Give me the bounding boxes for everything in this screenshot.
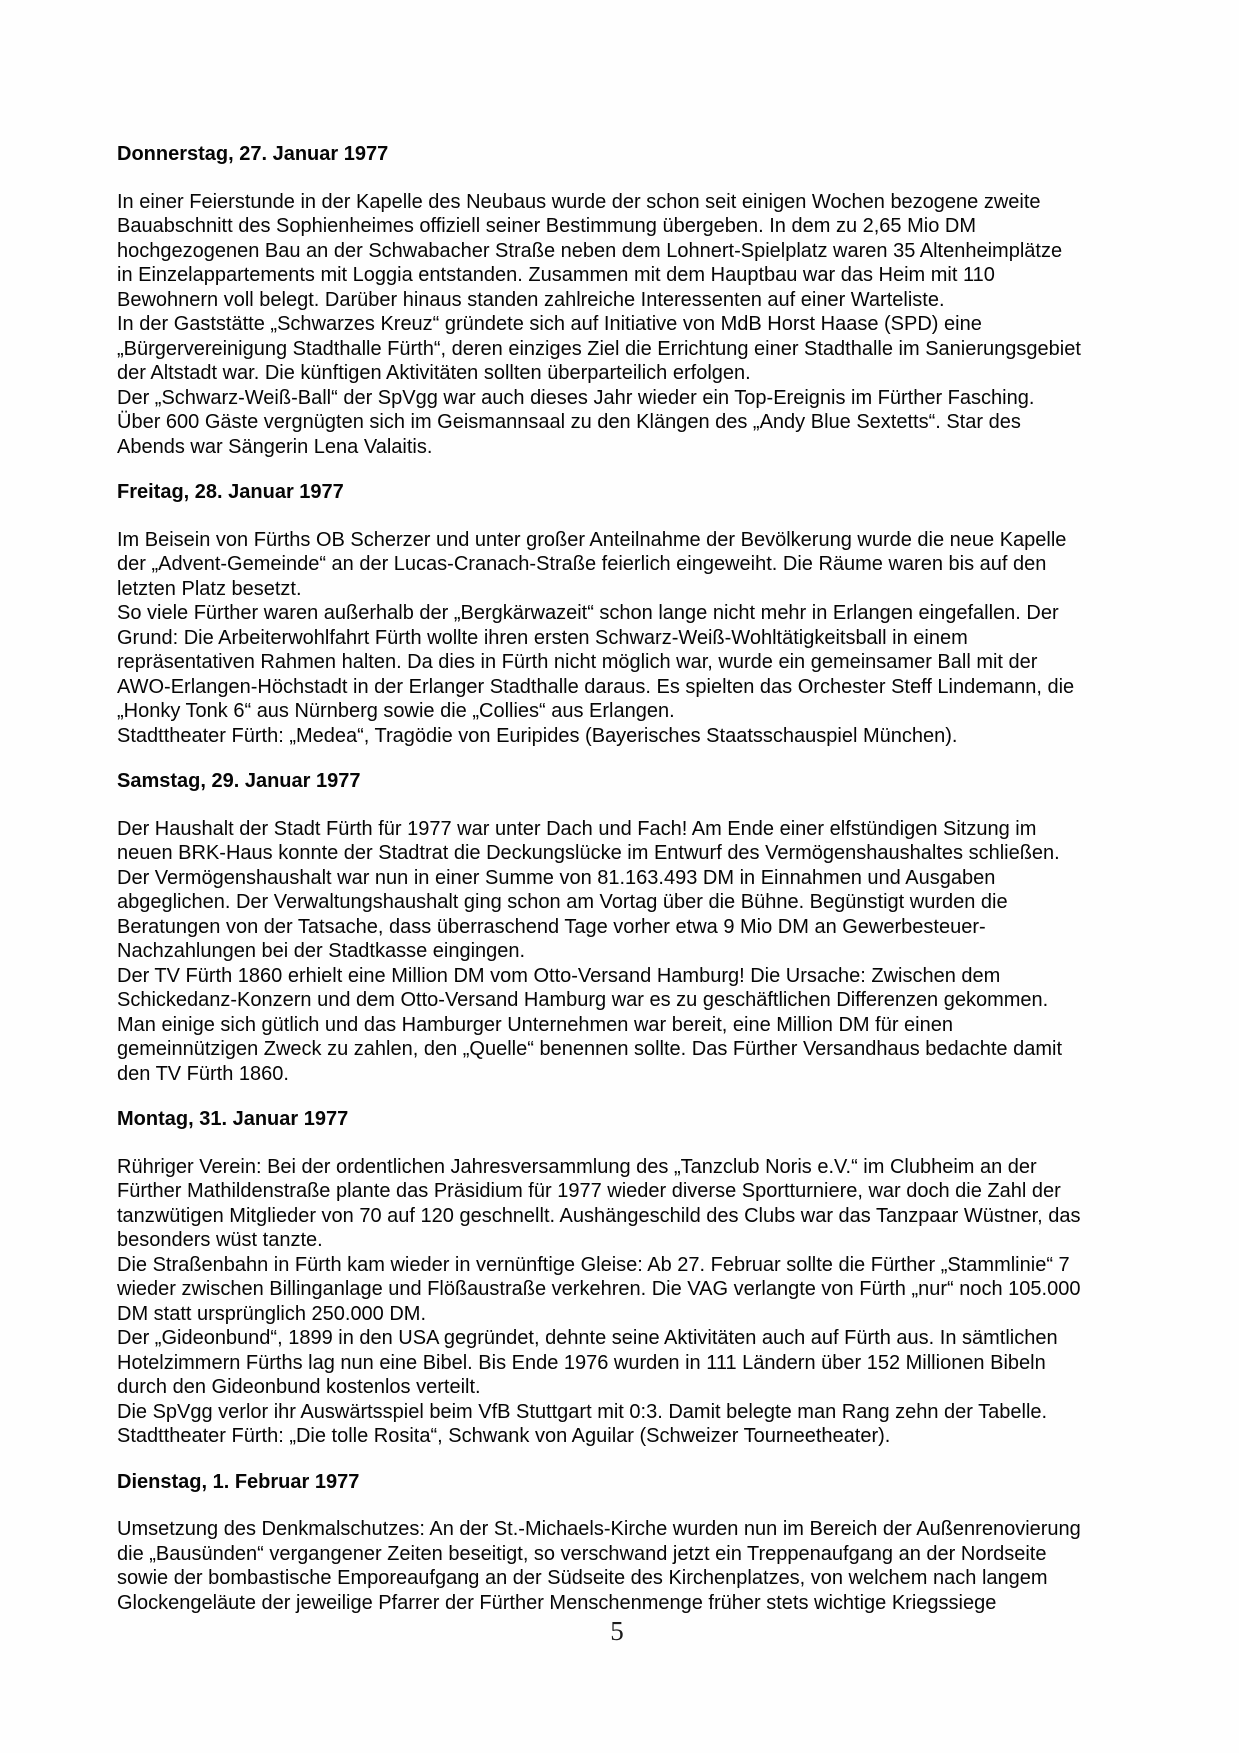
page-number: 5 [610,1616,624,1646]
date-heading: Donnerstag, 27. Januar 1977 [117,143,389,165]
text-line: Nachzahlungen bei der Stadtkasse eingingen. [117,940,526,962]
text-line: Abends war Sängerin Lena Valaitis. [117,435,433,458]
paragraph [117,312,1127,386]
text-line: neuen BRK-Haus konnte der Stadtrat die Deckungslücke im Entwurf des Vermögenshaushaltes schließen. [117,842,1060,864]
text-line: sowie der bombastische Emporeaufgang an der Südseite des Kirchenplatzes, von welchem nach langem [117,1567,1048,1589]
text-line: Stadttheater Fürth: „Die tolle Rosita“, Schwank von Aguilar (Schweizer Tourneetheater). [117,1425,891,1447]
chronicle-text-block [117,142,1127,1615]
text-line: Rühriger Verein: Bei der ordentlichen Jahresversammlung des „Tanzclub Noris e.V.“ im Clubheim an der [117,1155,1037,1178]
text-line: Bewohnern voll belegt. Darüber hinaus standen zahlreiche Interessenten auf einer Warteliste. [117,288,945,311]
text-line: Im Beisein von Fürths OB Scherzer und unter großer Anteilnahme der Bevölkerung wurde die neue Kapelle [117,528,1067,551]
text-line: die „Bausünden“ vergangener Zeiten beseitigt, so verschwand jetzt ein Treppenaufgang an der Nordseite [117,1542,1047,1565]
text-line: den TV Fürth 1860. [117,1062,289,1085]
text-line: Die SpVgg verlor ihr Auswärtsspiel beim VfB Stuttgart mit 0:3. Damit belegte man Rang zehn der Tabelle. [117,1400,1048,1423]
chronicle-section [117,480,1127,748]
paragraph [117,1253,1127,1327]
text-line: Die Straßenbahn in Fürth kam wieder in vernünftige Gleise: Ab 27. Februar sollte die Fürther „Stammlinie“ 7 [117,1253,1070,1276]
paragraph [117,528,1127,602]
text-line: Stadttheater Fürth: „Medea“, Tragödie von Euripides (Bayerisches Staatsschauspiel München). [117,724,958,747]
text-line: Beratungen von der Tatsache, dass überraschend Tage vorher etwa 9 Mio DM an Gewerbesteuer- [117,915,986,938]
paragraph [117,817,1127,964]
text-line: Über 600 Gäste vergnügten sich im Geismannsaal zu den Klängen des „Andy Blue Sextetts“. Star des [117,411,1021,433]
text-line: DM statt ursprünglich 250.000 DM. [117,1302,427,1325]
text-line: So viele Fürther waren außerhalb der „Bergkärwazeit“ schon lange nicht mehr in Erlangen eingefallen. Der [117,602,1059,624]
text-line: durch den Gideonbund kostenlos verteilt. [117,1376,481,1398]
text-line: abgeglichen. Der Verwaltungshaushalt ging schon am Vortag über die Bühne. Begünstigt wurden die [117,891,1008,913]
paragraph [117,964,1127,1087]
chronicle-section [117,769,1127,1086]
paragraph [117,386,1127,460]
text-line: Glockengeläute der jeweilige Pfarrer der Fürther Menschenmenge früher stets wichtige Kriegssiege [117,1591,997,1614]
text-line: Der TV Fürth 1860 erhielt eine Million DM vom Otto-Versand Hamburg! Die Ursache: Zwischen dem [117,964,1001,987]
text-line: gemeinnützigen Zweck zu zahlen, den „Quelle“ benennen sollte. Das Fürther Versandhaus bedachte damit [117,1038,1063,1060]
text-line: Schickedanz-Konzern und dem Otto-Versand Hamburg war es zu geschäftlichen Differenzen gekommen. [117,989,1049,1011]
chronicle-section [117,1470,1127,1616]
date-heading: Samstag, 29. Januar 1977 [117,770,361,792]
text-line: Fürther Mathildenstraße plante das Präsidium für 1977 wieder diverse Sportturniere, war doch die Zahl der [117,1180,1061,1202]
text-line: in Einzelappartements mit Loggia entstanden. Zusammen mit dem Hauptbau war das Heim mit 110 [117,264,995,286]
paragraph [117,724,1127,749]
text-line: Bauabschnitt des Sophienheimes offiziell seiner Bestimmung übergeben. In dem zu 2,65 Mio DM [117,215,976,237]
date-heading: Dienstag, 1. Februar 1977 [117,1470,360,1493]
text-line: Der Haushalt der Stadt Fürth für 1977 war unter Dach und Fach! Am Ende einer elfstündigen Sitzung im [117,817,1037,840]
text-line: letzten Platz besetzt. [117,577,302,600]
paragraph [117,1155,1127,1253]
paragraph [117,1517,1127,1615]
paragraph [117,1400,1127,1425]
text-line: wieder zwischen Billinganlage und Flößaustraße verkehren. Die VAG verlangte von Fürth „nur“ noch 105.000 [117,1278,1081,1300]
text-line: In der Gaststätte „Schwarzes Kreuz“ gründete sich auf Initiative von MdB Horst Haase (SPD) eine [117,313,982,335]
text-line: „Honky Tonk 6“ aus Nürnberg sowie die „Collies“ aus Erlangen. [117,700,675,722]
text-line: Umsetzung des Denkmalschutzes: An der St.-Michaels-Kirche wurden nun im Bereich der Außenrenovierung [117,1518,1081,1540]
date-heading: Freitag, 28. Januar 1977 [117,481,344,503]
text-line: der Altstadt war. Die künftigen Aktivitäten sollten überparteilich erfolgen. [117,362,751,384]
paragraph [117,1326,1127,1400]
paragraph [117,1424,1127,1449]
paragraph [117,190,1127,313]
text-line: AWO-Erlangen-Höchstadt in der Erlanger Stadthalle daraus. Es spielten das Orchester Steff Lindemann, die [117,675,1075,698]
text-line: Der „Gideonbund“, 1899 in den USA gegründet, dehnte seine Aktivitäten auch auf Fürth aus. In sämtlichen [117,1327,1058,1349]
text-line: „Bürgervereinigung Stadthalle Fürth“, deren einziges Ziel die Errichtung einer Stadthalle im Sanierungsgebiet [117,337,1081,360]
text-line: besonders wüst tanzte. [117,1229,323,1251]
paragraph [117,601,1127,724]
chronicle-section [117,1107,1127,1449]
chronicle-section [117,142,1127,459]
text-line: repräsentativen Rahmen halten. Da dies in Fürth nicht möglich war, wurde ein gemeinsamer Ball mit der [117,651,1038,673]
text-line: Der Vermögenshaushalt war nun in einer Summe von 81.163.493 DM in Einnahmen und Ausgaben [117,866,996,889]
text-line: Grund: Die Arbeiterwohlfahrt Fürth wollte ihren ersten Schwarz-Weiß-Wohltätigkeitsball in einem [117,626,968,649]
text-line: In einer Feierstunde in der Kapelle des Neubaus wurde der schon seit einigen Wochen bezogene zweite [117,190,1041,213]
text-line: tanzwütigen Mitglieder von 70 auf 120 geschnellt. Aushängeschild des Clubs war das Tanzpaar Wüstner, das [117,1204,1081,1227]
date-heading: Montag, 31. Januar 1977 [117,1108,349,1130]
text-line: hochgezogenen Bau an der Schwabacher Straße neben dem Lohnert-Spielplatz waren 35 Altenheimplätze [117,239,1063,262]
text-line: Hotelzimmern Fürths lag nun eine Bibel. Bis Ende 1976 wurden in 111 Ländern über 152 Millionen Bibeln [117,1351,1046,1374]
text-line: der „Advent-Gemeinde“ an der Lucas-Cranach-Straße feierlich eingeweiht. Die Räume waren bis auf den [117,553,1047,575]
text-line: Der „Schwarz-Weiß-Ball“ der SpVgg war auch dieses Jahr wieder ein Top-Ereignis im Fürther Fasching. [117,386,1035,409]
text-line: Man einige sich gütlich und das Hamburger Unternehmen war bereit, eine Million DM für einen [117,1013,953,1036]
